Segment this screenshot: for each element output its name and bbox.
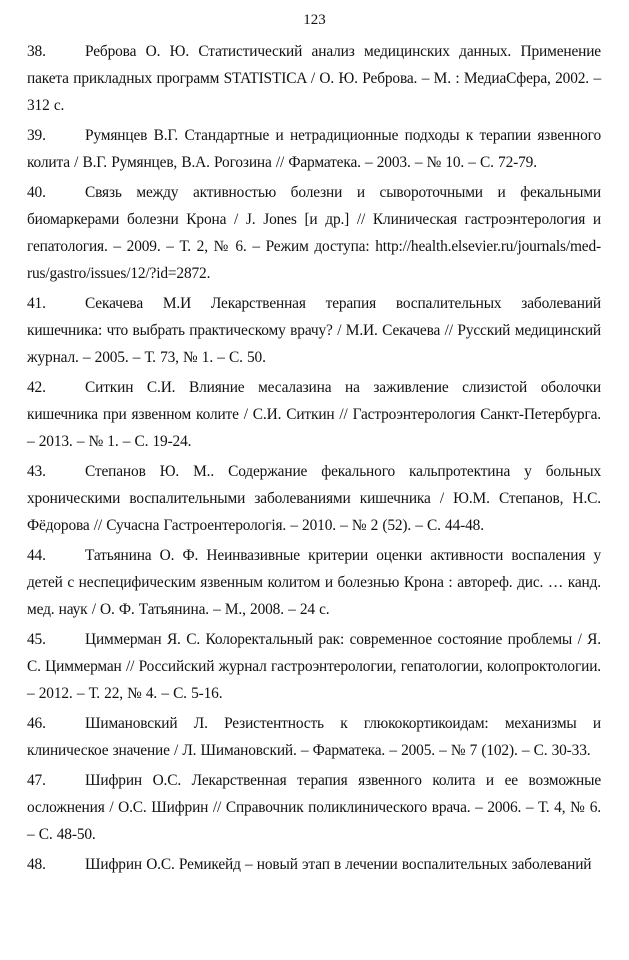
reference-text: Ситкин С.И. Влияние месалазина на заживление слизистой оболочки кишечника при язвенном колите / С.И. Ситкин // Гастроэнтерология Санкт-Петербурга. – 2013. – № 1. – С. 19-24. xyxy=(27,379,601,450)
reference-text: Связь между активностью болезни и сывороточными и фекальными биомаркерами болезни Крона / J. Jones [и др.] // Клиническая гастроэнтерология и гепатология. – 2009. – Т. 2, № 6. – Режим доступа: http://health.elsevier.ru/journals/med-rus/gastro/issues/12/?id=2872. xyxy=(27,184,601,282)
reference-list xyxy=(27,38,601,881)
reference-number: 47. xyxy=(27,772,46,789)
reference-item xyxy=(27,179,601,290)
reference-number: 43. xyxy=(27,463,46,480)
reference-text: Румянцев В.Г. Стандартные и нетрадиционные подходы к терапии язвенного колита / В.Г. Румянцев, В.А. Рогозина // Фарматека. – 2003. – № 10. – С. 72-79. xyxy=(27,127,601,171)
reference-text: Степанов Ю. М.. Содержание фекального кальпротектина у больных хроническими воспалительными заболеваниями кишечника / Ю.М. Степанов, Н.С. Фёдорова // Сучасна Гастроентерологія. – 2010. – № 2 (52). – С. 44-48. xyxy=(27,463,601,534)
reference-item xyxy=(27,122,601,179)
reference-number: 42. xyxy=(27,379,46,396)
reference-item xyxy=(27,374,601,458)
reference-number: 48. xyxy=(27,856,46,873)
reference-text: Циммерман Я. С. Колоректальный рак: современное состояние проблемы / Я. С. Циммерман // Российский журнал гастроэнтерологии, гепатологии, колопроктологии. – 2012. – Т. 22, № 4. – С. 5-16. xyxy=(27,631,601,702)
reference-text: Шимановский Л. Резистентность к глюкокортикоидам: механизмы и клиническое значение / Л. Шимановский. – Фарматека. – 2005. – № 7 (102). – С. 30-33. xyxy=(27,715,601,759)
page-number: 123 xyxy=(303,12,326,28)
reference-item xyxy=(27,851,601,881)
reference-item xyxy=(27,626,601,710)
reference-text: Шифрин О.С. Лекарственная терапия язвенного колита и ее возможные осложнения / О.С. Шифрин // Справочник поликлинического врача. – 2006. – Т. 4, № 6. – С. 48-50. xyxy=(27,772,601,843)
reference-text: Шифрин О.С. Ремикейд – новый этап в лечении воспалительных заболеваний xyxy=(85,856,592,873)
reference-item xyxy=(27,458,601,542)
reference-number: 46. xyxy=(27,715,46,732)
reference-number: 38. xyxy=(27,43,46,60)
reference-item xyxy=(27,542,601,626)
reference-number: 39. xyxy=(27,127,46,144)
reference-text: Секачева М.И Лекарственная терапия воспалительных заболеваний кишечника: что выбрать практическому врачу? / М.И. Секачева // Русский медицинский журнал. – 2005. – Т. 73, № 1. – С. 50. xyxy=(27,295,601,366)
reference-item xyxy=(27,38,601,122)
reference-number: 41. xyxy=(27,295,46,312)
reference-item xyxy=(27,767,601,851)
reference-item xyxy=(27,710,601,767)
reference-number: 40. xyxy=(27,184,46,201)
reference-item xyxy=(27,290,601,374)
reference-text: Татьянина О. Ф. Неинвазивные критерии оценки активности воспаления у детей с неспецифическим язвенным колитом и болезнью Крона : автореф. дис. … канд. мед. наук / О. Ф. Татьянина. – М., 2008. – 24 с. xyxy=(27,547,601,618)
reference-number: 45. xyxy=(27,631,46,648)
reference-text: Реброва О. Ю. Статистический анализ медицинских данных. Применение пакета прикладных программ STATISTICA / О. Ю. Реброва. – М. : МедиаСфера, 2002. – 312 с. xyxy=(27,43,601,114)
reference-number: 44. xyxy=(27,547,46,564)
